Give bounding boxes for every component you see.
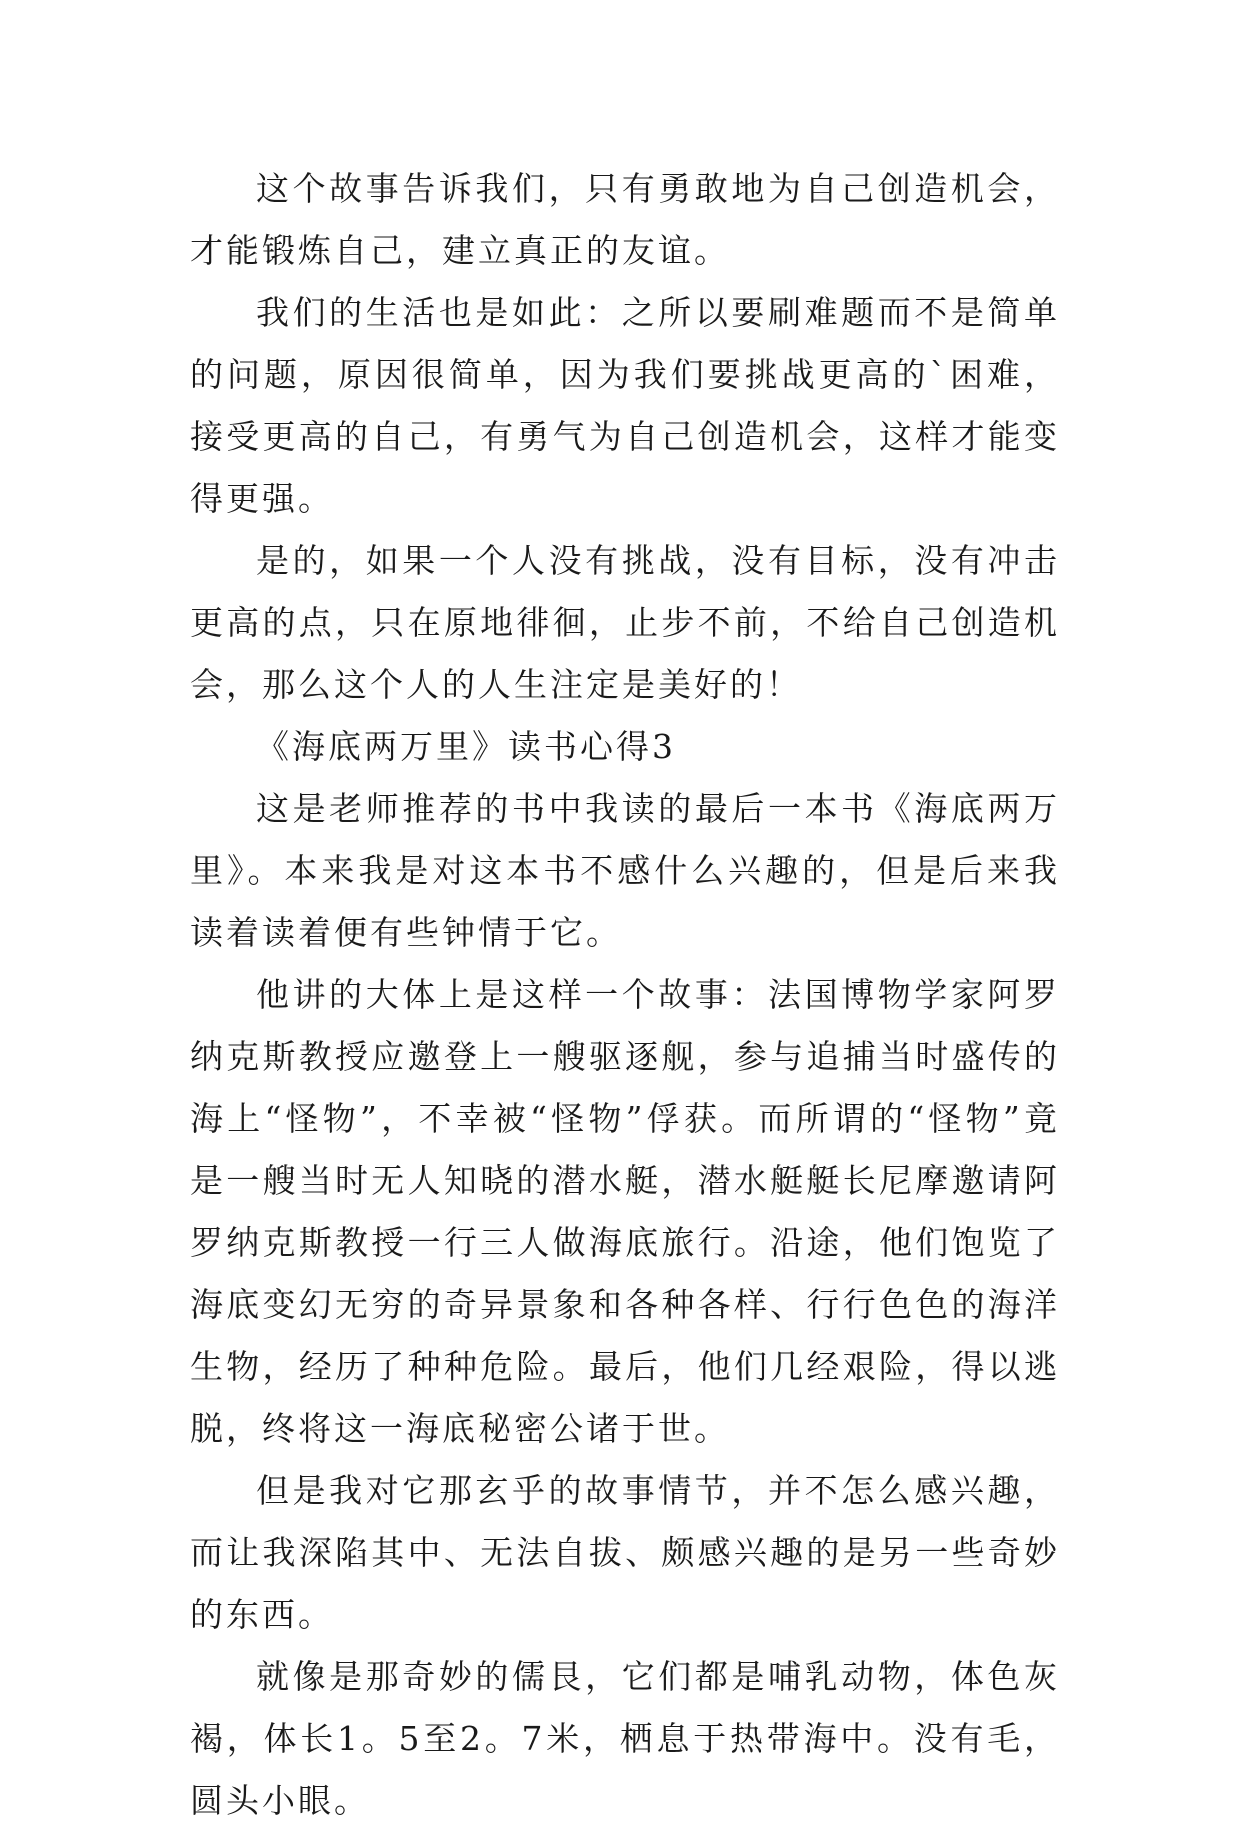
paragraph-conclusion: 这个故事告诉我们，只有勇敢地为自己创造机会，才能锻炼自己，建立真正的友谊。: [190, 169, 1060, 270]
paragraph-life-reflection: 我们的生活也是如此：之所以要刷难题而不是简单的问题，原因很简单，因为我们要挑战更高的`困难，接受更高的自己，有勇气为自己创造机会，这样才能变得更强。: [190, 293, 1060, 518]
paragraph-interest: 但是我对它那玄乎的故事情节，并不怎么感兴趣，而让我深陷其中、无法自拔、颇感兴趣的是另一些奇妙的东西。: [190, 1471, 1060, 1634]
section-heading: 《海底两万里》读书心得3: [256, 727, 676, 766]
body-text: [190, 158, 1060, 1832]
paragraph-dugong: 就像是那奇妙的儒艮，它们都是哺乳动物，体色灰褐，体长1。5至2。7米，栖息于热带海中。没有毛，圆头小眼。: [190, 1657, 1060, 1820]
paragraph-story-summary: 他讲的大体上是这样一个故事：法国博物学家阿罗纳克斯教授应邀登上一艘驱逐舰，参与追捕当时盛传的海上“怪物”，不幸被“怪物”俘获。而所谓的“怪物”竟是一艘当时无人知晓的潜水艇，潜水艇艇长尼摩邀请阿罗纳克斯教授一行三人做海底旅行。沿途，他们饱览了海底变幻无穷的奇异景象和各种各样、行行色色的海洋生物，经历了种种危险。最后，他们几经艰险，得以逃脱，终将这一海底秘密公诸于世。: [190, 975, 1060, 1448]
paragraph-challenge: 是的，如果一个人没有挑战，没有目标，没有冲击更高的点，只在原地徘徊，止步不前，不给自己创造机会，那么这个人的人生注定是美好的！: [190, 541, 1060, 704]
paragraph-book-intro: 这是老师推荐的书中我读的最后一本书《海底两万里》。本来我是对这本书不感什么兴趣的，但是后来我读着读着便有些钟情于它。: [190, 789, 1060, 952]
